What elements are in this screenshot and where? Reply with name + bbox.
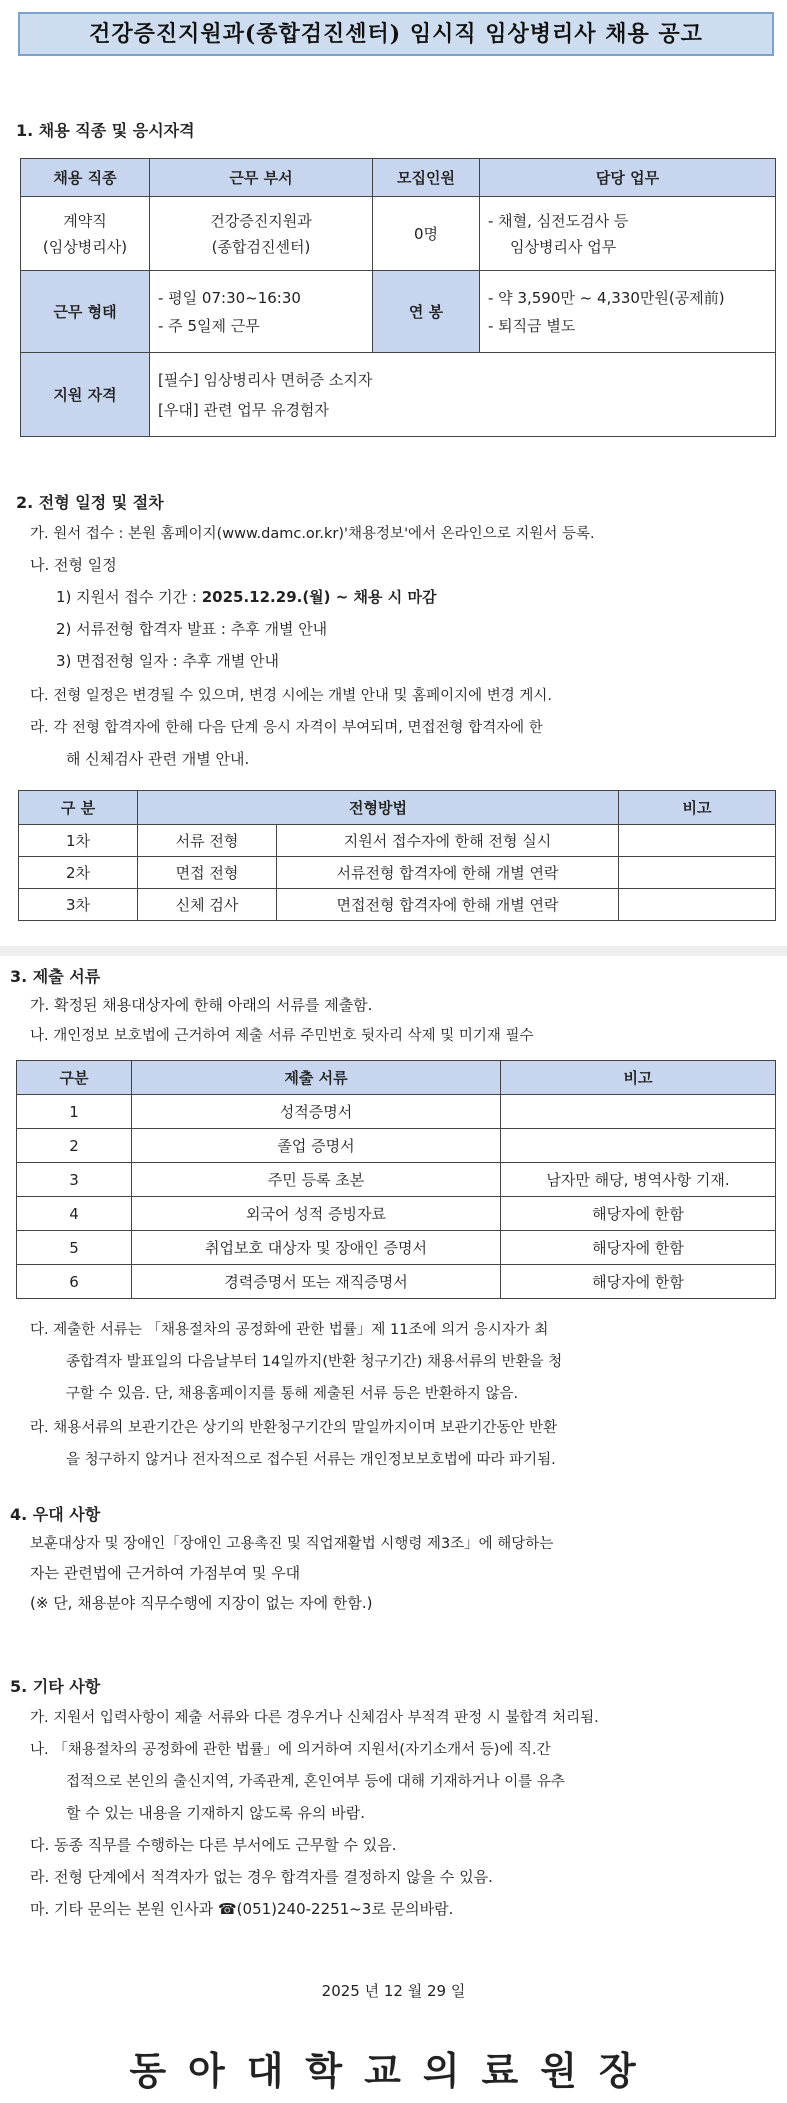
section-4-heading: 4. 우대 사항 [10, 1505, 101, 1524]
table-row: 3 주민 등록 초본 남자만 해당, 병역사항 기재. [17, 1163, 776, 1197]
header-note: 비고 [619, 791, 776, 825]
table-row: 5 취업보호 대상자 및 장애인 증명서 해당자에 한함 [17, 1231, 776, 1265]
header-job: 채용 직종 [21, 159, 150, 197]
table-row: 2차 면접 전형 서류전형 합격자에 한해 개별 연락 [19, 857, 776, 889]
count-cell: 0명 [373, 197, 480, 271]
header-duty: 담당 업무 [480, 159, 776, 197]
s2-item-b: 나. 전형 일정 [30, 556, 117, 574]
table-row: 1 성적증명서 [17, 1095, 776, 1129]
header-note: 비고 [501, 1061, 776, 1095]
page-title: 건강증진지원과(종합검진센터) 임시직 임상병리사 채용 공고 [18, 12, 774, 56]
qual-label: 지원 자격 [21, 353, 150, 437]
s2-item-d2: 해 신체검사 관련 개별 안내. [66, 750, 250, 768]
s4-line-3: (※ 단, 채용분야 직무수행에 지장이 없는 자에 한함.) [30, 1594, 373, 1612]
s5-item-b1: 나. 「채용절차의 공정화에 관한 법률」에 의거하여 지원서(자기소개서 등)에 직.간 [30, 1742, 551, 1758]
table-row: 4 외국어 성적 증빙자료 해당자에 한함 [17, 1197, 776, 1231]
s2-item-a: 가. 원서 접수 : 본원 홈페이지(www.damc.or.kr)'채용정보'에서 온라인으로 지원서 등록. [30, 526, 595, 542]
apply-period: 2025.12.29.(월) ~ 채용 시 마감 [201, 588, 437, 606]
header-method: 전형방법 [138, 791, 619, 825]
section-5-heading: 5. 기타 사항 [10, 1677, 101, 1696]
signature: 동아대학교의료원장 [129, 2048, 658, 2093]
table-row: 6 경력증명서 또는 재직증명서 해당자에 한함 [17, 1265, 776, 1299]
s2-item-b3: 3) 면접전형 일자 : 추후 개별 안내 [56, 652, 279, 670]
duty-cell: - 채혈, 심전도검사 등 임상병리사 업무 [480, 197, 776, 271]
issue-date: 2025 년 12 월 29 일 [321, 1982, 466, 2000]
selection-table [18, 790, 776, 921]
section-1-heading: 1. 채용 직종 및 응시자격 [16, 121, 195, 140]
s5-item-b2: 접적으로 본인의 출신지역, 가족관계, 혼인여부 등에 대해 기재하거나 이를 유추 [66, 1774, 565, 1790]
header-dept: 근무 부서 [150, 159, 373, 197]
s4-line-2: 자는 관련법에 근거하여 가점부여 및 우대 [30, 1564, 301, 1582]
table-row: 3차 신체 검사 면접전형 합격자에 한해 개별 연락 [19, 889, 776, 921]
qual-cell: [필수] 임상병리사 면허증 소지자 [우대] 관련 업무 유경험자 [150, 353, 776, 437]
table-row: 2 졸업 증명서 [17, 1129, 776, 1163]
s5-item-e: 마. 기타 문의는 본원 인사과 ☎(051)240-2251~3로 문의바람. [30, 1900, 454, 1918]
s3-item-d2: 을 청구하지 않거나 전자적으로 접수된 서류는 개인정보보호법에 따라 파기됨. [66, 1452, 556, 1468]
documents-table [16, 1060, 776, 1299]
header-no: 구분 [17, 1061, 132, 1095]
s5-item-a: 가. 지원서 입력사항이 제출 서류와 다른 경우거나 신체검사 부적격 판정 시 불합격 처리됨. [30, 1710, 599, 1726]
header-doc: 제출 서류 [132, 1061, 501, 1095]
s3-item-c2: 종합격자 발표일의 다음날부터 14일까지(반환 청구기간) 채용서류의 반환을 청 [66, 1354, 563, 1370]
table-row: 1차 서류 전형 지원서 접수자에 한해 전형 실시 [19, 825, 776, 857]
salary-cell: - 약 3,590만 ~ 4,330만원(공제前) - 퇴직금 별도 [480, 271, 776, 353]
s3-item-c1: 다. 제출한 서류는 「채용절차의 공정화에 관한 법률」제 11조에 의거 응시자가 최 [30, 1322, 549, 1338]
s3-item-b: 나. 개인정보 보호법에 근거하여 제출 서류 주민번호 뒷자리 삭제 및 미기재 필수 [30, 1028, 534, 1044]
s5-item-c: 다. 동종 직무를 수행하는 다른 부서에도 근무할 수 있음. [30, 1836, 397, 1854]
dept-cell: 건강증진지원과 (종합검진센터) [150, 197, 373, 271]
section-divider [0, 946, 787, 956]
work-type-label: 근무 형태 [21, 271, 150, 353]
s5-item-d: 라. 전형 단계에서 적격자가 없는 경우 합격자를 결정하지 않을 수 있음. [30, 1868, 493, 1886]
s4-line-1: 보훈대상자 및 장애인「장애인 고용촉진 및 직업재활법 시행령 제3조」에 해당하는 [30, 1536, 554, 1552]
s2-item-c: 다. 전형 일정은 변경될 수 있으며, 변경 시에는 개별 안내 및 홈페이지에 변경 게시. [30, 688, 552, 704]
s5-item-b3: 할 수 있는 내용을 기재하지 않도록 유의 바람. [66, 1804, 365, 1822]
header-count: 모집인원 [373, 159, 480, 197]
section-2-heading: 2. 전형 일정 및 절차 [16, 493, 164, 512]
work-type-cell: - 평일 07:30~16:30 - 주 5일제 근무 [150, 271, 373, 353]
s3-item-a: 가. 확정된 채용대상자에 한해 아래의 서류를 제출함. [30, 996, 373, 1014]
recruit-table [20, 158, 776, 437]
salary-label: 연 봉 [373, 271, 480, 353]
s2-item-b1: 1) 지원서 접수 기간 : 2025.12.29.(월) ~ 채용 시 마감 [56, 588, 437, 606]
s3-item-d1: 라. 채용서류의 보관기간은 상기의 반환청구기간의 말일까지이며 보관기간동안 반환 [30, 1420, 558, 1436]
header-stage: 구 분 [19, 791, 138, 825]
s3-item-c3: 구할 수 있음. 단, 채용홈페이지를 통해 제출된 서류 등은 반환하지 않음. [66, 1386, 519, 1402]
s2-item-b2: 2) 서류전형 합격자 발표 : 추후 개별 안내 [56, 620, 328, 638]
section-3-heading: 3. 제출 서류 [10, 967, 101, 986]
job-cell: 계약직 (임상병리사) [21, 197, 150, 271]
s2-item-d1: 라. 각 전형 합격자에 한해 다음 단계 응시 자격이 부여되며, 면접전형 합격자에 한 [30, 720, 543, 736]
